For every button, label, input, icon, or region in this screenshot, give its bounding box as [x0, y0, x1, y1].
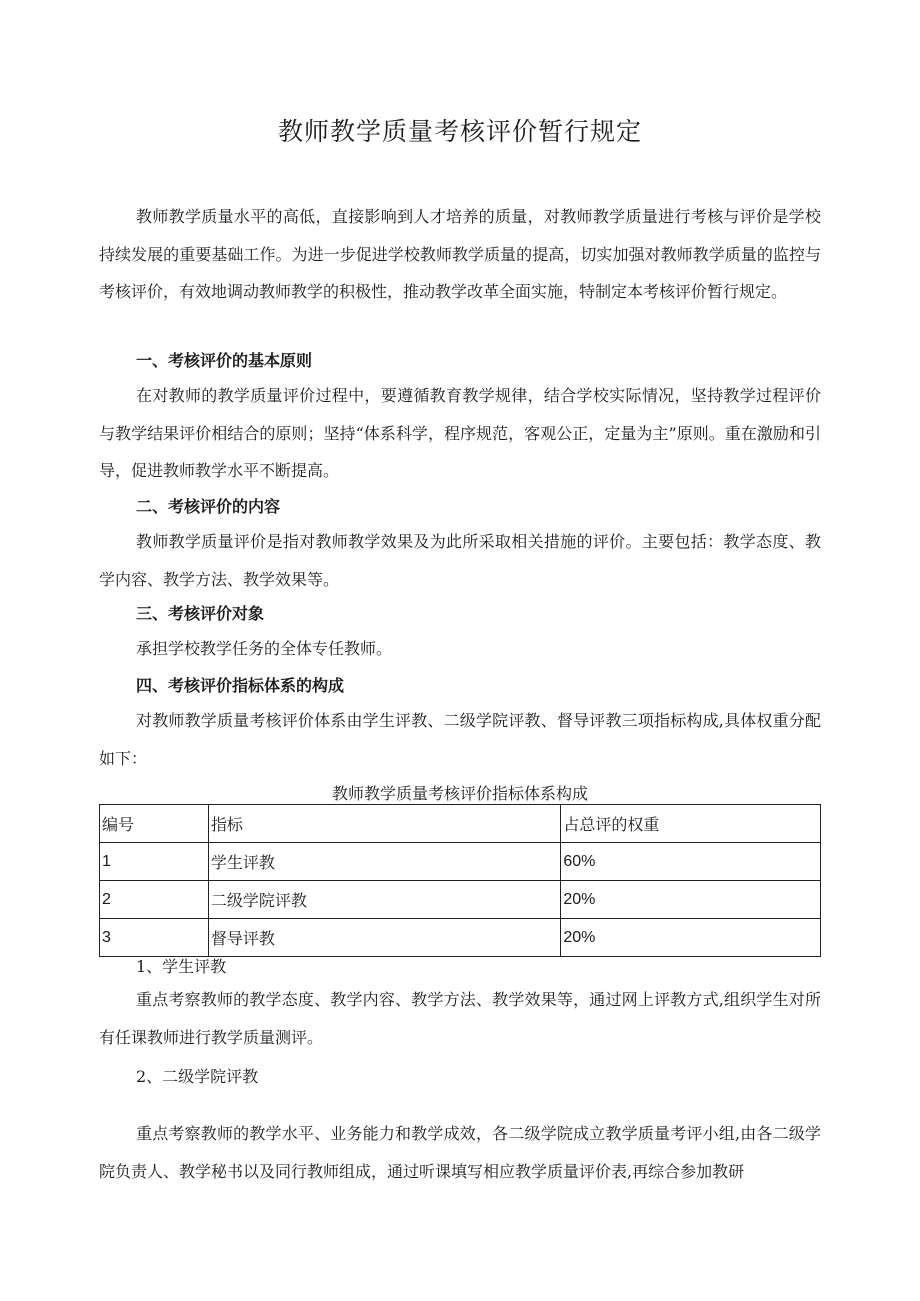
section-body-4: 对教师教学质量考核评价体系由学生评教、二级学院评教、督导评教三项指标构成,具体权重分配如下： [99, 711, 821, 768]
section-heading-1: 一、考核评价的基本原则 [136, 351, 313, 370]
table-caption: 教师教学质量考核评价指标体系构成 [331, 784, 588, 803]
document-title: 教师教学质量考核评价暂行规定 [277, 117, 642, 146]
cell-weight: 20% [561, 919, 821, 957]
section-heading-2: 二、考核评价的内容 [136, 497, 281, 516]
section-heading-3: 三、考核评价对象 [136, 604, 265, 623]
section-body-1: 在对教师的教学质量评价过程中，要遵循教育教学规律，结合学校实际情况，坚持教学过程评价与教学结果评价相结合的原则；坚持“体系科学，程序规范，客观公正，定量为主”原则。重在激励和引导，促进教师教学水平不断提高。 [99, 386, 821, 480]
subsection-heading-2: 2、二级学院评教 [136, 1067, 259, 1086]
cell-number: 2 [100, 881, 209, 919]
cell-indicator: 督导评教 [208, 919, 560, 957]
section-body-2: 教师教学质量评价是指对教师教学效果及为此所采取相关措施的评价。主要包括：教学态度、教学内容、教学方法、教学效果等。 [99, 532, 821, 589]
header-cell-weight: 占总评的权重 [561, 805, 821, 843]
table-row [100, 843, 821, 881]
cell-number: 3 [100, 919, 209, 957]
weight-table [99, 804, 821, 957]
cell-weight: 20% [561, 881, 821, 919]
cell-indicator: 二级学院评教 [208, 881, 560, 919]
cell-number: 1 [100, 843, 209, 881]
section-heading-4: 四、考核评价指标体系的构成 [136, 676, 345, 695]
subsection-heading-1: 1、学生评教 [136, 957, 227, 976]
table-row [100, 881, 821, 919]
intro-paragraph: 教师教学质量水平的高低，直接影响到人才培养的质量，对教师教学质量进行考核与评价是学校持续发展的重要基础工作。为进一步促进学校教师教学质量的提高，切实加强对教师教学质量的监控与考核评价，有效地调动教师教学的积极性，推动教学改革全面实施，特制定本考核评价暂行规定。 [99, 207, 821, 301]
table-header-row [100, 805, 821, 843]
header-cell-number: 编号 [100, 805, 209, 843]
subsection-body-1: 重点考察教师的教学态度、教学内容、教学方法、教学效果等，通过网上评教方式,组织学生对所有任课教师进行教学质量测评。 [99, 990, 821, 1047]
section-body-3: 承担学校教学任务的全体专任教师。 [136, 639, 393, 658]
cell-weight: 60% [561, 843, 821, 881]
cell-indicator: 学生评教 [208, 843, 560, 881]
header-cell-indicator: 指标 [208, 805, 560, 843]
table-row [100, 919, 821, 957]
subsection-body-2: 重点考察教师的教学水平、业务能力和教学成效，各二级学院成立教学质量考评小组,由各二级学院负责人、教学秘书以及同行教师组成，通过听课填写相应教学质量评价表,再综合参加教研 [99, 1124, 821, 1181]
